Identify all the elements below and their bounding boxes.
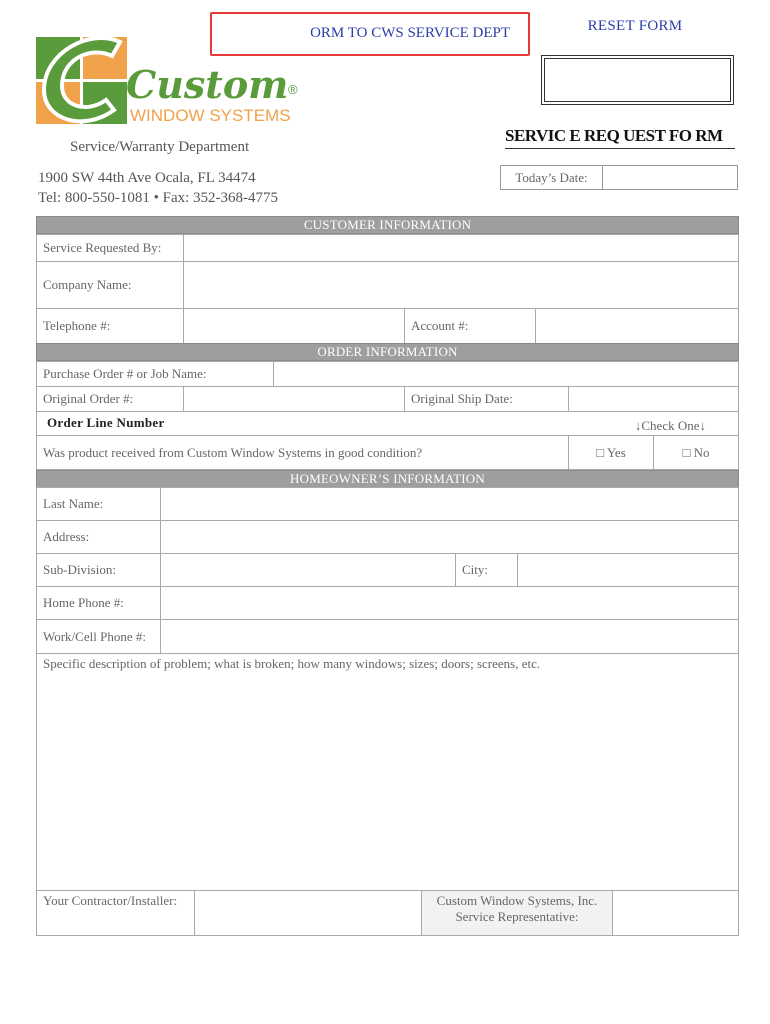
last-name-label: Last Name:	[36, 487, 161, 521]
company-logo	[36, 32, 306, 127]
print-button[interactable]	[541, 55, 734, 105]
subdivision-input[interactable]	[160, 553, 456, 587]
problem-description-label: Specific description of problem; what is broken; how many windows; sizes; doors; screens, etc.	[43, 656, 541, 671]
todays-date-row	[500, 165, 738, 190]
last-name-input[interactable]	[160, 487, 739, 521]
good-condition-yes-checkbox[interactable]: □ Yes	[568, 435, 654, 470]
original-order-label: Original Order #:	[36, 386, 184, 412]
company-name-label: Company Name:	[36, 261, 184, 309]
contractor-input[interactable]	[194, 890, 422, 936]
order-line-number-row	[36, 411, 739, 436]
city-label: City:	[455, 553, 518, 587]
section-customer-information: CUSTOMER INFORMATION	[36, 216, 739, 234]
address-input[interactable]	[160, 520, 739, 554]
original-ship-date-label: Original Ship Date:	[404, 386, 569, 412]
home-phone-label: Home Phone #:	[36, 586, 161, 620]
form-title: SERVIC E REQ UEST FO RM	[505, 126, 735, 149]
contractor-label-cell	[36, 890, 195, 936]
email-form-button-label: ORM TO CWS SERVICE DEPT	[310, 25, 510, 41]
service-requested-by-input[interactable]	[183, 234, 739, 262]
company-address: 1900 SW 44th Ave Ocala, FL 34474	[38, 170, 256, 186]
reset-form-button-label: RESET FORM	[587, 18, 683, 34]
logo-registered: ®	[288, 82, 298, 97]
po-job-name-label: Purchase Order # or Job Name:	[36, 361, 274, 387]
reset-form-button[interactable]	[540, 12, 730, 48]
logo-subtitle: WINDOW SYSTEMS	[130, 106, 291, 125]
problem-description-textarea[interactable]	[36, 653, 739, 891]
section-homeowner-information: HOMEOWNER’S INFORMATION	[36, 470, 739, 488]
address-label: Address:	[36, 520, 161, 554]
company-phone-fax: Tel: 800-550-1081 • Fax: 352-368-4775	[38, 190, 279, 206]
telephone-input[interactable]	[183, 308, 405, 344]
good-condition-question: Was product received from Custom Window Systems in good condition?	[36, 435, 569, 470]
work-cell-phone-input[interactable]	[160, 619, 739, 654]
logo-word: Custom	[126, 62, 289, 107]
todays-date-label: Today’s Date:	[501, 166, 603, 189]
cws-rep-line1: Custom Window Systems, Inc.	[436, 893, 598, 908]
original-ship-date-input[interactable]	[568, 386, 739, 412]
order-line-number-label: Order Line Number	[47, 415, 165, 430]
section-order-information: ORDER INFORMATION	[36, 343, 739, 361]
home-phone-input[interactable]	[160, 586, 739, 620]
cws-rep-input[interactable]	[612, 890, 739, 936]
work-cell-phone-label: Work/Cell Phone #:	[36, 619, 161, 654]
original-order-input[interactable]	[183, 386, 405, 412]
city-input[interactable]	[517, 553, 739, 587]
cws-rep-line2: Service Representative:	[455, 909, 579, 924]
account-label: Account #:	[404, 308, 536, 344]
department-label: Service/Warranty Department	[70, 139, 250, 155]
good-condition-no-checkbox[interactable]: □ No	[653, 435, 739, 470]
todays-date-input[interactable]	[603, 166, 737, 189]
company-name-input[interactable]	[183, 261, 739, 309]
contractor-label: Your Contractor/Installer:	[43, 893, 178, 908]
service-requested-by-label: Service Requested By:	[36, 234, 184, 262]
check-one-label: ↓Check One↓	[634, 418, 706, 433]
logo-graphic	[36, 32, 306, 127]
cws-rep-label-cell	[421, 890, 613, 936]
telephone-label: Telephone #:	[36, 308, 184, 344]
po-job-name-input[interactable]	[273, 361, 739, 387]
account-input[interactable]	[535, 308, 739, 344]
subdivision-label: Sub-Division:	[36, 553, 161, 587]
